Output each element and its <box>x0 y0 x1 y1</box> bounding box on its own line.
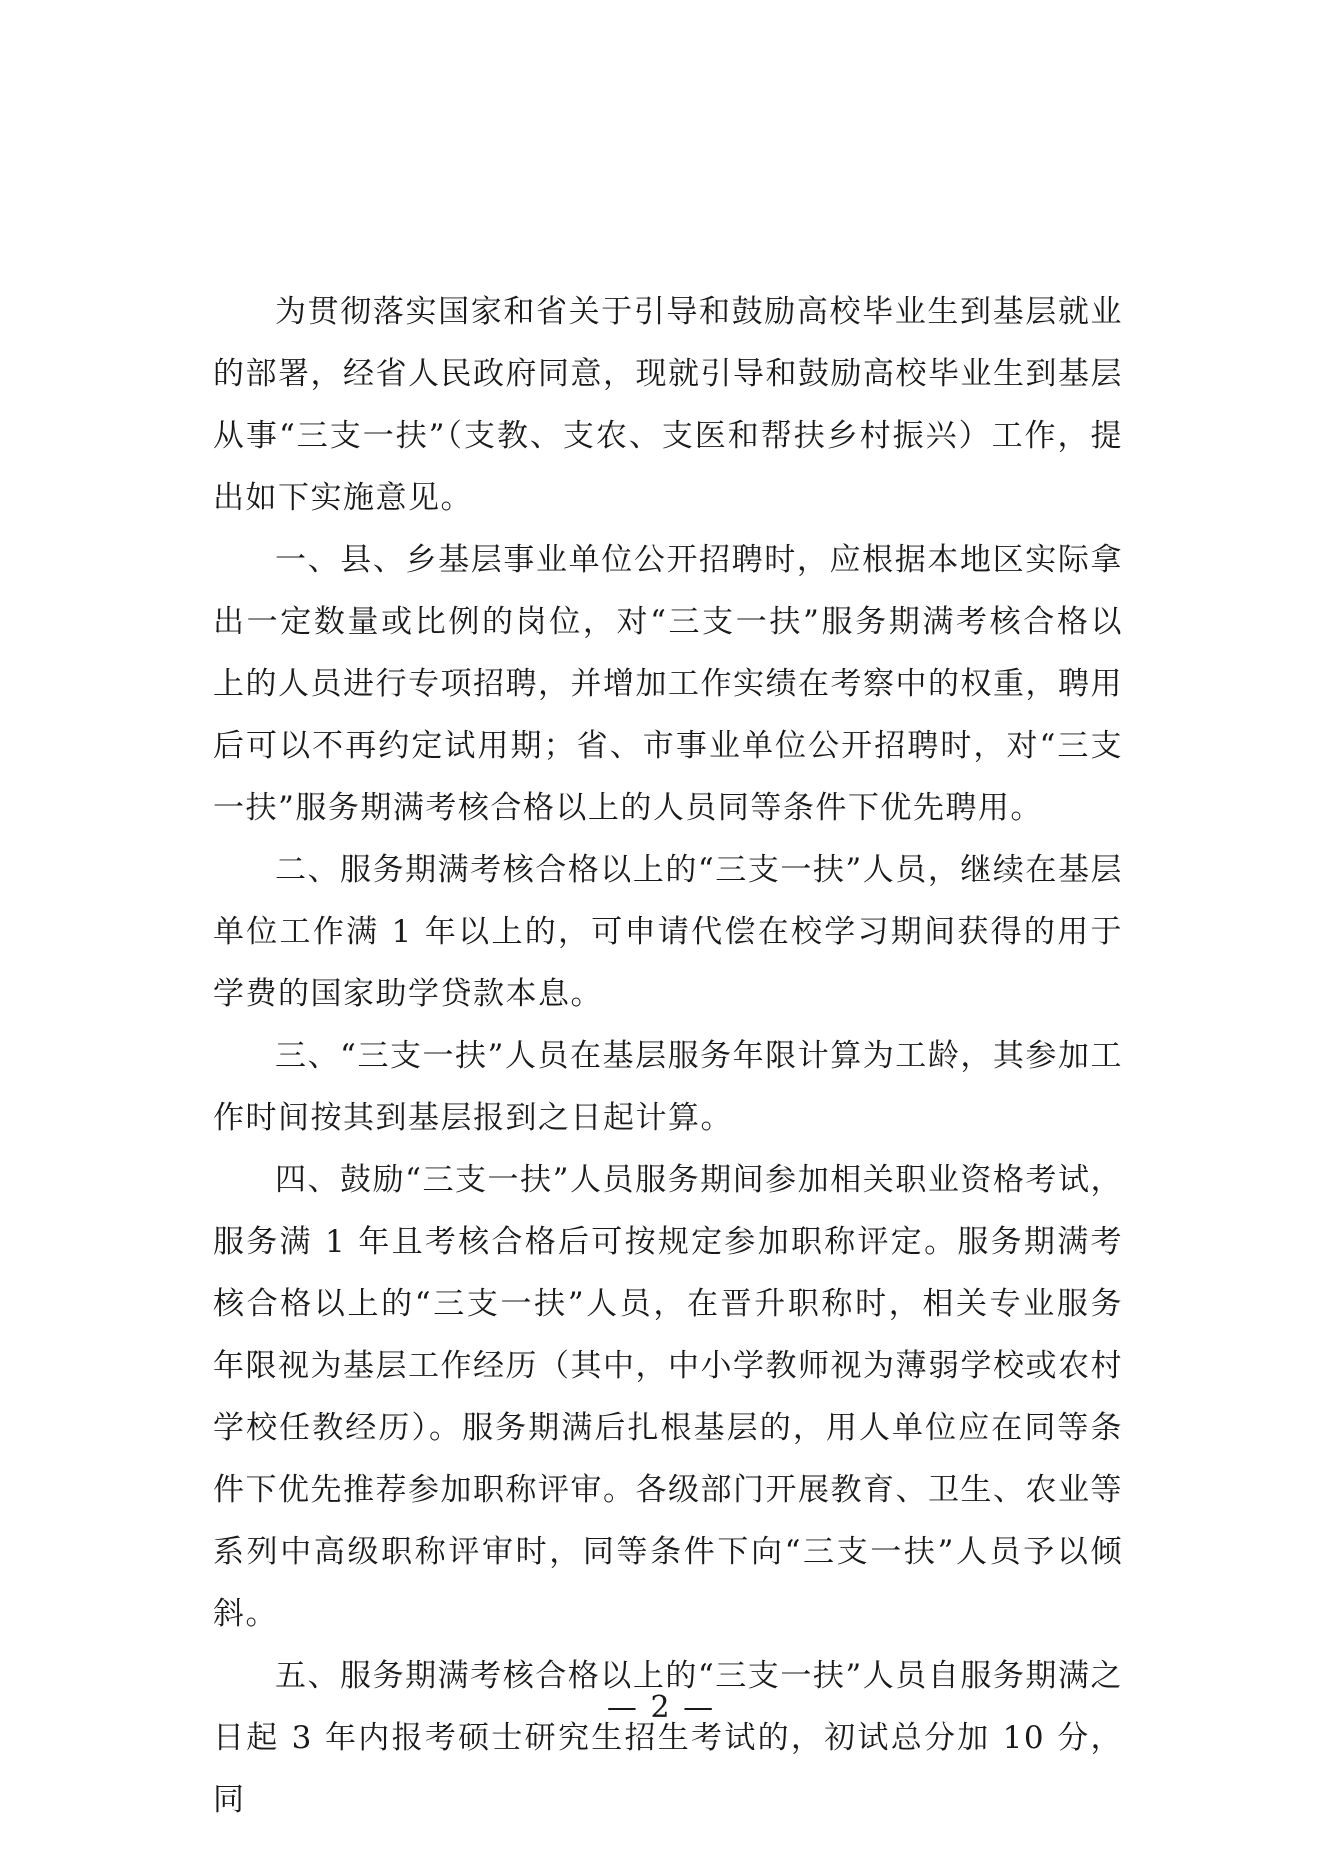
paragraph-item-2: 二、服务期满考核合格以上的“三支一扶”人员，继续在基层单位工作满 1 年以上的，可申请代偿在校学习期间获得的用于学费的国家助学贷款本息。 <box>213 852 1123 1012</box>
document-body <box>213 281 1123 1831</box>
paragraph-item-5: 五、服务期满考核合格以上的“三支一扶”人员自服务期满之日起 3 年内报考硕士研究生招生考试的，初试总分加 10 分，同 <box>213 1658 1123 1818</box>
paragraph-item-3: 三、“三支一扶”人员在基层服务年限计算为工龄，其参加工作时间按其到基层报到之日起计算。 <box>213 1038 1123 1136</box>
paragraph-item-1: 一、县、乡基层事业单位公开招聘时，应根据本地区实际拿出一定数量或比例的岗位，对“三支一扶”服务期满考核合格以上的人员进行专项招聘，并增加工作实绩在考察中的权重，聘用后可以不再约定试用期；省、市事业单位公开招聘时，对“三支一扶”服务期满考核合格以上的人员同等条件下优先聘用。 <box>213 542 1123 826</box>
page-number: — 2 — <box>606 1690 716 1725</box>
paragraph-intro: 为贯彻落实国家和省关于引导和鼓励高校毕业生到基层就业的部署，经省人民政府同意，现就引导和鼓励高校毕业生到基层从事“三支一扶”（支教、支农、支医和帮扶乡村振兴）工作，提出如下实施意见。 <box>213 294 1123 516</box>
paragraph-item-4: 四、鼓励“三支一扶”人员服务期间参加相关职业资格考试，服务满 1 年且考核合格后可按规定参加职称评定。服务期满考核合格以上的“三支一扶”人员，在晋升职称时，相关专业服务年限视为基层工作经历（其中，中小学教师视为薄弱学校或农村学校任教经历）。服务期满后扎根基层的，用人单位应在同等条件下优先推荐参加职称评审。各级部门开展教育、卫生、农业等系列中高级职称评审时，同等条件下向“三支一扶”人员予以倾斜。 <box>213 1162 1123 1632</box>
